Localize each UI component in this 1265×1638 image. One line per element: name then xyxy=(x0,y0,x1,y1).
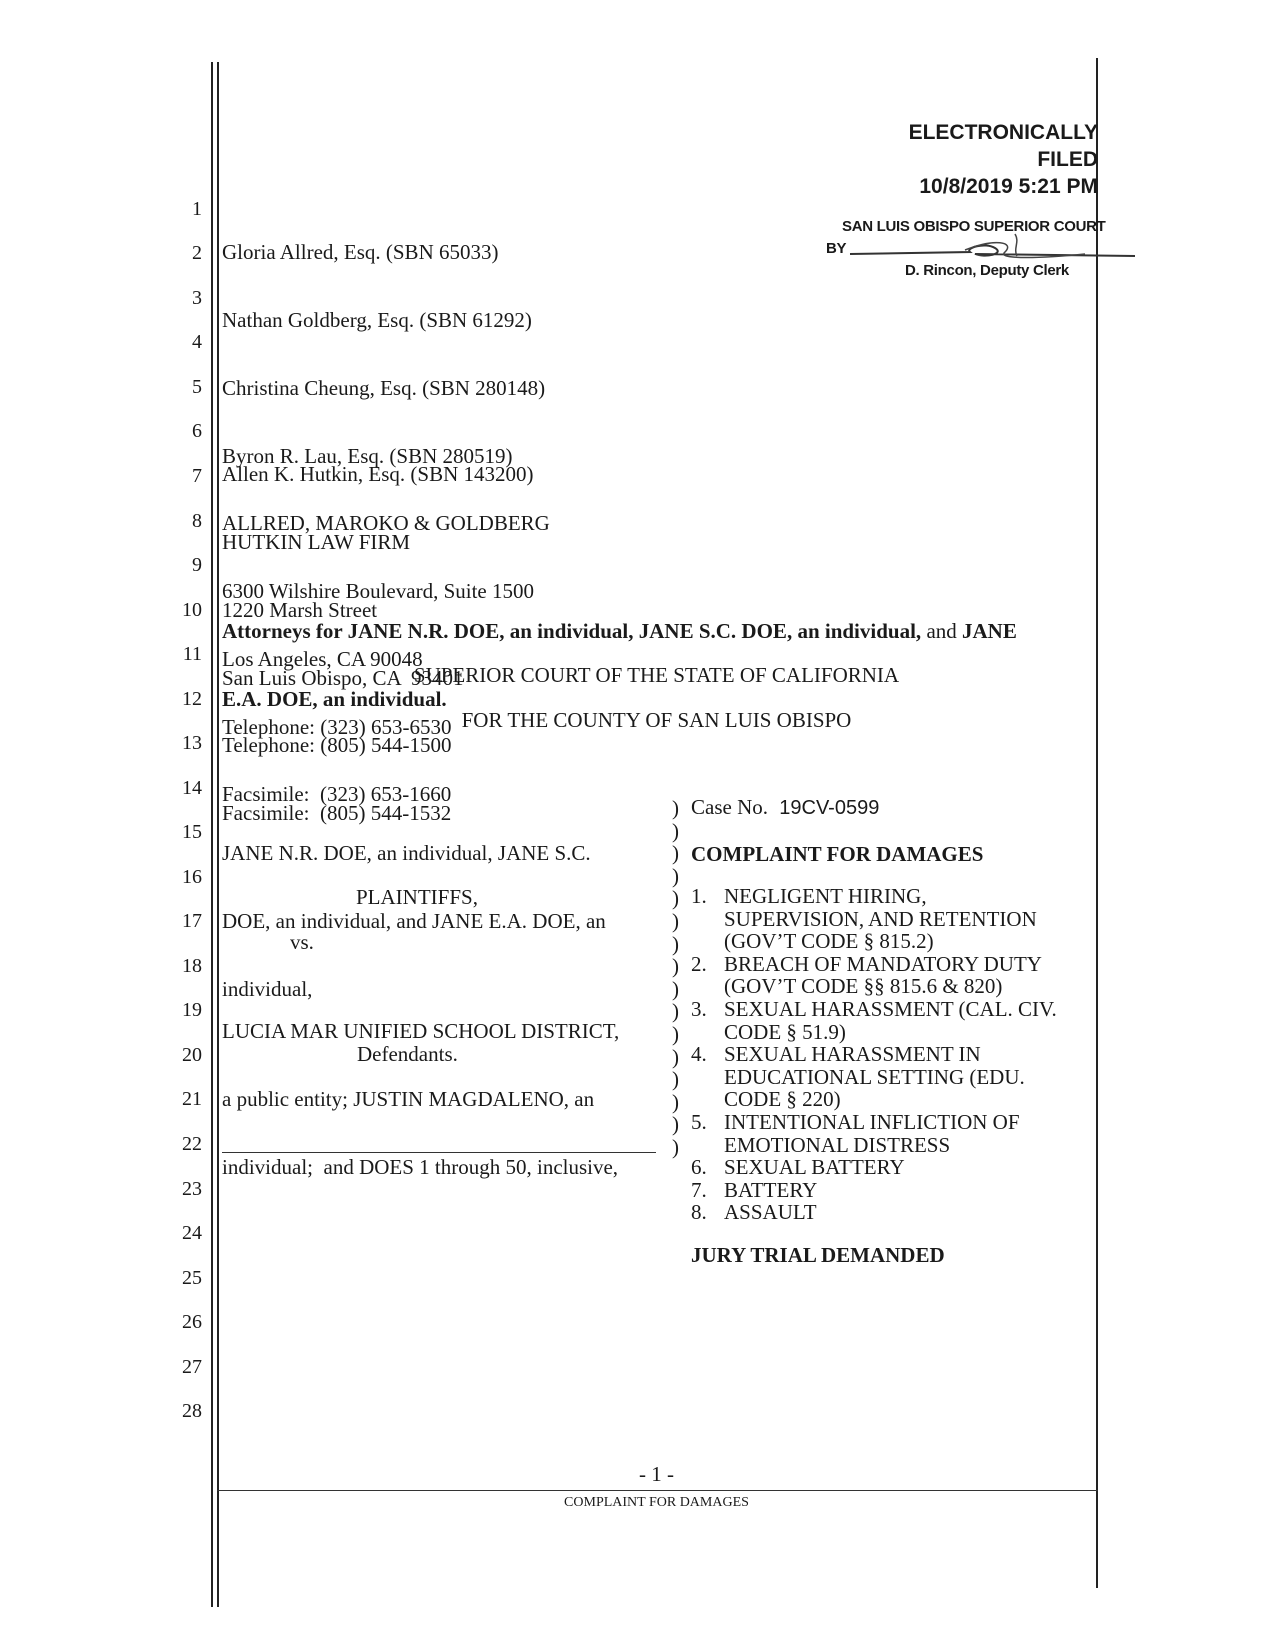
attorneys-for-part: and xyxy=(921,619,963,644)
cause-text: CODE § 51.9) xyxy=(724,1019,846,1044)
plaintiffs-label: PLAINTIFFS, xyxy=(356,885,478,909)
line-number: 27 xyxy=(182,1356,202,1378)
firm-telephone: Telephone: (323) 653-6530 xyxy=(222,714,452,739)
cause-number: 5. xyxy=(691,1109,707,1134)
line-number: 5 xyxy=(192,376,202,398)
defendants-names: a public entity; JUSTIN MAGDALENO, an xyxy=(222,1086,595,1111)
filing-stamp xyxy=(820,119,1098,200)
firm-address: 6300 Wilshire Boulevard, Suite 1500 xyxy=(222,579,534,604)
cause-number: 1. xyxy=(691,884,707,908)
line-number: 6 xyxy=(192,420,202,442)
cause-text: NEGLIGENT HIRING, xyxy=(724,884,927,908)
firm-city: Los Angeles, CA 90048 xyxy=(222,646,423,671)
cause-number: 3. xyxy=(691,996,707,1021)
footer-rule xyxy=(217,1490,1098,1491)
line-number: 2 xyxy=(192,242,202,264)
caption-parenthesis-column: ) ) ) ) ) ) ) ) ) ) ) ) ) ) ) ) xyxy=(672,796,679,1159)
cause-text: INTENTIONAL INFLICTION OF xyxy=(724,1109,1020,1134)
cause-text: SEXUAL HARASSMENT (CAL. CIV. xyxy=(724,996,1057,1021)
line-number: 11 xyxy=(182,643,202,665)
plaintiffs-names: individual, xyxy=(222,976,313,1001)
left-margin-rule-outer xyxy=(211,62,213,1607)
plaintiffs-names: DOE, an individual, and JANE E.A. DOE, an xyxy=(222,908,606,933)
line-number: 22 xyxy=(182,1133,202,1155)
cause-number: 8. xyxy=(691,1200,707,1225)
line-number: 14 xyxy=(182,777,202,799)
line-number: 28 xyxy=(182,1400,202,1422)
cause-text: BREACH OF MANDATORY DUTY xyxy=(724,951,1042,976)
causes-of-action xyxy=(691,885,1057,1224)
firm-telephone: Telephone: (805) 544-1500 xyxy=(222,733,452,758)
line-number: 12 xyxy=(182,688,202,710)
right-margin-rule xyxy=(1096,58,1098,1588)
line-number: 13 xyxy=(182,732,202,754)
stamp-electronically: ELECTRONICALLY xyxy=(908,121,1098,144)
stamp-court-name: SAN LUIS OBISPO SUPERIOR COURT xyxy=(842,218,1106,235)
cause-text: SEXUAL BATTERY xyxy=(724,1155,905,1180)
attorney-line: Christina Cheung, Esq. (SBN 280148) xyxy=(222,375,546,400)
cause-item xyxy=(691,953,1057,998)
stamp-clerk: D. Rincon, Deputy Clerk xyxy=(905,262,1069,279)
line-number: 3 xyxy=(192,287,202,309)
stamp-by: BY xyxy=(826,240,847,257)
line-number: 1 xyxy=(192,198,202,220)
line-number: 9 xyxy=(192,554,202,576)
cause-item xyxy=(691,1111,1057,1156)
attorneys-for-part: Attorneys for JANE N.R. DOE, an individual, xyxy=(222,619,634,644)
cause-text: SEXUAL HARASSMENT IN xyxy=(724,1042,981,1067)
cause-text: SUPERVISION, AND RETENTION xyxy=(724,906,1037,931)
cause-item xyxy=(691,998,1057,1043)
line-number: 24 xyxy=(182,1222,202,1244)
jury-trial-demanded: JURY TRIAL DEMANDED xyxy=(691,1243,945,1267)
line-number: 15 xyxy=(182,821,202,843)
line-number: 4 xyxy=(192,331,202,353)
cause-text: (GOV’T CODE § 815.2) xyxy=(724,929,934,954)
attorneys-for-part: JANE S.C. DOE, an individual, xyxy=(633,619,922,644)
line-number: 18 xyxy=(182,955,202,977)
cause-item xyxy=(691,885,1057,953)
complaint-title: COMPLAINT FOR DAMAGES xyxy=(691,842,984,866)
firm-address: 1220 Marsh Street xyxy=(222,597,378,622)
stamp-filed: FILED xyxy=(1037,148,1098,171)
cause-item xyxy=(691,1201,1057,1224)
line-number: 19 xyxy=(182,999,202,1021)
cause-item xyxy=(691,1156,1057,1179)
case-number-label: Case No. xyxy=(691,795,768,819)
cause-text: EDUCATIONAL SETTING (EDU. xyxy=(724,1064,1025,1089)
line-number: 23 xyxy=(182,1178,202,1200)
caption-defendants xyxy=(222,975,619,1201)
line-number: 25 xyxy=(182,1267,202,1289)
firm-facsimile: Facsimile: (323) 653-1660 xyxy=(222,782,452,807)
line-number: 17 xyxy=(182,910,202,932)
firm-name: HUTKIN LAW FIRM xyxy=(222,529,411,554)
caption-underline xyxy=(222,1152,656,1153)
stamp-date: 10/8/2019 5:21 PM xyxy=(919,175,1098,198)
plaintiffs-names: JANE N.R. DOE, an individual, JANE S.C. xyxy=(222,841,591,866)
line-number: 10 xyxy=(182,599,202,621)
line-number: 7 xyxy=(192,465,202,487)
firm-name: ALLRED, MAROKO & GOLDBERG xyxy=(222,511,550,536)
defendants-names: LUCIA MAR UNIFIED SCHOOL DISTRICT, xyxy=(222,1019,620,1044)
firm-city: San Luis Obispo, CA 93401 xyxy=(222,665,464,690)
line-number: 8 xyxy=(192,510,202,532)
court-county: FOR THE COUNTY OF SAN LUIS OBISPO xyxy=(461,708,852,732)
court-name: SUPERIOR COURT OF THE STATE OF CALIFORNIA xyxy=(413,663,900,687)
line-number: 26 xyxy=(182,1311,202,1333)
cause-number: 4. xyxy=(691,1042,707,1067)
cause-number: 7. xyxy=(691,1177,707,1202)
cause-item xyxy=(691,1179,1057,1202)
page-number: - 1 - xyxy=(639,1462,674,1486)
attorney-line: Nathan Goldberg, Esq. (SBN 61292) xyxy=(222,307,532,332)
cause-item xyxy=(691,1043,1057,1111)
cause-text: CODE § 220) xyxy=(724,1087,841,1112)
attorney-line: Gloria Allred, Esq. (SBN 65033) xyxy=(222,240,499,265)
line-number: 16 xyxy=(182,866,202,888)
attorney-line: Byron R. Lau, Esq. (SBN 280519) xyxy=(222,443,513,468)
firm-facsimile: Facsimile: (805) 544-1532 xyxy=(222,801,452,826)
defendants-names: individual; and DOES 1 through 50, inclusive, xyxy=(222,1154,619,1179)
line-number: 20 xyxy=(182,1044,202,1066)
line-number: 21 xyxy=(182,1088,202,1110)
case-number-row xyxy=(691,795,879,820)
versus: vs. xyxy=(290,930,314,954)
case-number: 19CV-0599 xyxy=(779,797,880,819)
cause-number: 6. xyxy=(691,1155,707,1180)
cause-number: 2. xyxy=(691,951,707,976)
attorneys-for-part: E.A. DOE, an individual. xyxy=(222,686,447,711)
cause-text: EMOTIONAL DISTRESS xyxy=(724,1132,951,1157)
cause-text: BATTERY xyxy=(724,1177,818,1202)
attorney-line: Allen K. Hutkin, Esq. (SBN 143200) xyxy=(222,462,534,487)
left-margin-rule-inner xyxy=(217,62,219,1607)
defendants-label: Defendants. xyxy=(357,1042,458,1066)
footer-title: COMPLAINT FOR DAMAGES xyxy=(564,1495,749,1510)
attorneys-for-part: JANE xyxy=(962,619,1017,644)
cause-text: ASSAULT xyxy=(724,1200,817,1225)
cause-text: (GOV’T CODE §§ 815.6 & 820) xyxy=(724,974,1003,999)
